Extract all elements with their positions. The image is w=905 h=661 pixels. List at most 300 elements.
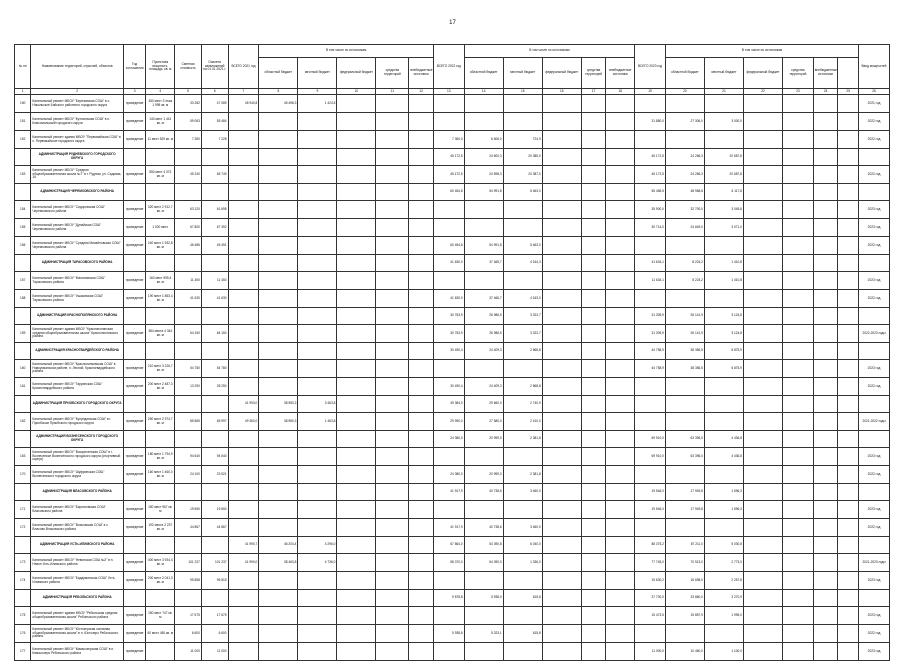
amount-cell: 1 596,3 (704, 501, 743, 519)
amount-cell: 38 463,8 (259, 554, 298, 572)
amount-cell (743, 325, 782, 343)
amount-cell (228, 378, 259, 396)
amount-cell: 20 387,0 (503, 166, 542, 184)
year-cell: проведение (123, 95, 146, 113)
amount-cell (409, 255, 434, 272)
amount-cell (838, 590, 859, 607)
amount-cell (838, 219, 859, 237)
amount-cell: 37 465,7 (464, 255, 503, 272)
amount-cell (409, 343, 434, 360)
amount-cell: 3 124,8 (704, 325, 743, 343)
column-number-cell: 24 (813, 89, 838, 95)
commission-cell: 2022 год (858, 166, 889, 184)
amount-cell (606, 607, 635, 625)
amount-cell (782, 572, 813, 590)
amount-cell: 38 356,5 (665, 360, 704, 378)
commission-cell: 2022 год (858, 625, 889, 643)
capacity-cell: 200 мест 2 041,3 кв. м (146, 572, 175, 590)
amount-cell (376, 219, 409, 237)
amount-cell: 3 323,7 (503, 325, 542, 343)
amount-cell (606, 95, 635, 113)
col-header-src3-local: местный бюджет (704, 58, 743, 89)
row-number-cell (15, 484, 31, 501)
amount-cell (298, 607, 337, 625)
amount-cell (813, 95, 838, 113)
amount-cell (228, 484, 259, 501)
amount-cell (606, 184, 635, 201)
col-header-src3-empty (838, 58, 859, 89)
amount-cell (782, 448, 813, 466)
amount-cell (337, 396, 376, 413)
capacity-cell: 384 места 4 344 кв. м (146, 325, 175, 343)
column-number-cell: 17 (581, 89, 606, 95)
col-header-src2-local: местный бюджет (503, 58, 542, 89)
commission-cell: 2021-2023 годы (858, 554, 889, 572)
amount-cell (665, 131, 704, 149)
amount-cell (581, 537, 606, 554)
row-number-cell (15, 308, 31, 325)
amount-cell (542, 237, 581, 255)
amount-cell: 2 868,8 (503, 378, 542, 396)
amount-cell: 11 634,1 (635, 272, 666, 290)
amount-cell (838, 166, 859, 184)
amount-cell (228, 149, 259, 166)
year-cell (123, 484, 146, 501)
amount-cell (542, 396, 581, 413)
amount-cell (298, 466, 337, 484)
amount-cell (782, 413, 813, 431)
amount-cell (782, 590, 813, 607)
amount-cell (464, 572, 503, 590)
row-number-cell (15, 396, 31, 413)
cost-cell: 85 865 (175, 413, 202, 431)
remaining-cell: 23 521 (201, 466, 228, 484)
amount-cell (503, 113, 542, 131)
cost-cell: 46 486 (175, 237, 202, 255)
amount-cell: 4 436,8 (704, 448, 743, 466)
row-number-cell: 162 (15, 413, 31, 431)
table-row (15, 466, 890, 484)
amount-cell: 24 409,3 (464, 343, 503, 360)
object-name-cell: Капитальный ремонт МБОУ "Невонская СОШ №2" в п. Невон Усть-Илимского района (31, 554, 123, 572)
amount-cell (228, 219, 259, 237)
amount-cell (581, 448, 606, 466)
amount-cell (813, 413, 838, 431)
amount-cell (298, 131, 337, 149)
amount-cell (743, 431, 782, 448)
amount-cell (838, 431, 859, 448)
col-header-cost: Сметная стоимость (175, 45, 202, 89)
capacity-cell: 240 мест 1 932,8 кв. м (146, 237, 175, 255)
commission-cell: 2022-2023 годы (858, 325, 889, 343)
amount-cell (259, 466, 298, 484)
amount-cell: 2 773,0 (704, 554, 743, 572)
amount-cell (606, 272, 635, 290)
amount-cell (409, 590, 434, 607)
cost-cell: 24 100 (175, 466, 202, 484)
amount-cell (581, 184, 606, 201)
object-name-cell: Капитальный ремонт МБОУ "Дунайская СОШ" Черемховского района (31, 219, 123, 237)
amount-cell: 4 163,0 (503, 290, 542, 308)
table-row (15, 448, 890, 466)
row-number-cell (15, 537, 31, 554)
year-cell (123, 149, 146, 166)
amount-cell: 615,8 (503, 590, 542, 607)
amount-cell (743, 149, 782, 166)
amount-cell (838, 501, 859, 519)
year-cell: проведение (123, 572, 146, 590)
amount-cell: 46 204,4 (259, 537, 298, 554)
column-number-cell: 15 (503, 89, 542, 95)
amount-cell (782, 290, 813, 308)
row-number-cell (15, 255, 31, 272)
amount-cell (813, 431, 838, 448)
amount-cell (743, 607, 782, 625)
amount-cell (813, 360, 838, 378)
amount-cell: 1 463,8 (298, 413, 337, 431)
amount-cell (228, 272, 259, 290)
amount-cell (581, 308, 606, 325)
amount-cell (228, 590, 259, 607)
object-name-cell: Капитальный ремонт МБОУ "Кулундинская СОШ" в г. Приобском Приобского городского округа (31, 413, 123, 431)
amount-cell (298, 343, 337, 360)
amount-cell (813, 484, 838, 501)
table-row (15, 554, 890, 572)
column-number-cell: 16 (542, 89, 581, 95)
amount-cell: 20 999,0 (464, 431, 503, 448)
cost-cell: 95 858 (175, 572, 202, 590)
amount-cell (813, 572, 838, 590)
amount-cell (376, 590, 409, 607)
amount-cell (542, 378, 581, 396)
investment-table (14, 44, 890, 661)
amount-cell (838, 113, 859, 131)
amount-cell (838, 149, 859, 166)
amount-cell: 6 606,0 (464, 131, 503, 149)
amount-cell (704, 413, 743, 431)
amount-cell (743, 572, 782, 590)
amount-cell: 3 460,0 (503, 484, 542, 501)
cost-cell (175, 149, 202, 166)
amount-cell (409, 378, 434, 396)
col-header-src2-regional: областной бюджет (464, 58, 503, 89)
column-number-cell: 26 (858, 89, 889, 95)
amount-cell (581, 343, 606, 360)
amount-cell (782, 519, 813, 537)
amount-cell (337, 201, 376, 219)
amount-cell (298, 290, 337, 308)
column-number-cell: 12 (409, 89, 434, 95)
amount-cell: 45 498,3 (259, 95, 298, 113)
amount-cell (433, 219, 464, 237)
amount-cell (782, 643, 813, 661)
amount-cell (813, 255, 838, 272)
section-title-cell: АДМИНИСТРАЦИЯ ПРИОБСКОГО ГОРОДСКОГО ОКРУГА (31, 396, 123, 413)
amount-cell: 69 910,0 (635, 431, 666, 448)
amount-cell: 70 513,0 (665, 554, 704, 572)
amount-cell: 45 172,5 (635, 166, 666, 184)
amount-cell (337, 184, 376, 201)
amount-cell (376, 484, 409, 501)
amount-cell (813, 325, 838, 343)
amount-cell (606, 572, 635, 590)
amount-cell: 20 687,8 (704, 166, 743, 184)
amount-cell (542, 131, 581, 149)
amount-cell (838, 95, 859, 113)
amount-cell (259, 607, 298, 625)
remaining-cell: 54 780 (201, 360, 228, 378)
amount-cell: 31 880,0 (635, 113, 666, 131)
cost-cell: 67 800 (175, 219, 202, 237)
amount-cell: 2 381,8 (503, 431, 542, 448)
amount-cell (838, 343, 859, 360)
amount-cell (376, 255, 409, 272)
amount-cell (259, 131, 298, 149)
amount-cell: 1 336,0 (503, 554, 542, 572)
col-group-sources-2023: В том числе по источникам (665, 45, 858, 58)
amount-cell (503, 607, 542, 625)
amount-cell (581, 413, 606, 431)
amount-cell (635, 413, 666, 431)
amount-cell (298, 149, 337, 166)
amount-cell (409, 149, 434, 166)
row-number-cell: 172 (15, 519, 31, 537)
year-cell: проведение (123, 325, 146, 343)
amount-cell (606, 131, 635, 149)
table-row (15, 95, 890, 113)
amount-cell (665, 95, 704, 113)
cost-cell (175, 590, 202, 607)
amount-cell: 6 117,8 (704, 184, 743, 201)
amount-cell (782, 343, 813, 360)
capacity-cell (146, 396, 175, 413)
amount-cell (635, 131, 666, 149)
amount-cell (259, 501, 298, 519)
amount-cell (813, 131, 838, 149)
admin-section-row (15, 149, 890, 166)
cost-cell (175, 396, 202, 413)
amount-cell (464, 95, 503, 113)
row-number-cell: 175 (15, 607, 31, 625)
amount-cell (337, 413, 376, 431)
amount-cell (376, 643, 409, 661)
amount-cell: 3 323,7 (503, 308, 542, 325)
amount-cell (782, 219, 813, 237)
amount-cell (409, 166, 434, 184)
amount-cell: 10 460,0 (665, 643, 704, 661)
cost-cell: 33 282 (175, 95, 202, 113)
amount-cell (606, 448, 635, 466)
amount-cell (635, 237, 666, 255)
amount-cell: 8 224,2 (665, 272, 704, 290)
amount-cell (298, 325, 337, 343)
amount-cell: 2 257,8 (704, 572, 743, 590)
amount-cell (228, 255, 259, 272)
year-cell: проведение (123, 219, 146, 237)
capacity-cell (146, 537, 175, 554)
amount-cell: 30 490,4 (433, 343, 464, 360)
amount-cell (813, 237, 838, 255)
amount-cell: 5 938,0 (464, 590, 503, 607)
remaining-cell (201, 396, 228, 413)
amount-cell (813, 607, 838, 625)
capacity-cell: 450 мест 3 этаж 1 998 кв. м (146, 95, 175, 113)
amount-cell: 41 990,7 (228, 537, 259, 554)
amount-cell (542, 501, 581, 519)
amount-cell (704, 378, 743, 396)
year-cell (123, 431, 146, 448)
amount-cell (298, 219, 337, 237)
commission-cell: 2023 год (858, 219, 889, 237)
commission-cell (858, 184, 889, 201)
column-number-cell: 5 (175, 89, 202, 95)
amount-cell: 3 124,8 (704, 308, 743, 325)
year-cell: проведение (123, 466, 146, 484)
year-cell (123, 255, 146, 272)
amount-cell (581, 95, 606, 113)
amount-cell (228, 237, 259, 255)
amount-cell (838, 378, 859, 396)
amount-cell (376, 237, 409, 255)
amount-cell (813, 519, 838, 537)
amount-cell (743, 184, 782, 201)
section-title-cell: АДМИНИСТРАЦИЯ ВОЗНЕСЕНСКОГО ГОРОДСКОГО ОКРУГА (31, 431, 123, 448)
amount-cell (813, 201, 838, 219)
column-number-cell: 1 (15, 89, 31, 95)
amount-cell (813, 113, 838, 131)
amount-cell (337, 290, 376, 308)
amount-cell (581, 501, 606, 519)
amount-cell (433, 607, 464, 625)
amount-cell (376, 537, 409, 554)
col-header-src1-regional: областной бюджет (259, 58, 298, 89)
amount-cell (782, 537, 813, 554)
amount-cell (581, 290, 606, 308)
amount-cell: 41 917,9 (433, 519, 464, 537)
cost-cell (175, 431, 202, 448)
amount-cell (228, 448, 259, 466)
amount-cell (606, 378, 635, 396)
amount-cell (376, 149, 409, 166)
amount-cell (743, 413, 782, 431)
year-cell: проведение (123, 448, 146, 466)
section-title-cell: АДМИНИСТРАЦИЯ УСТЬ-ИЛИМСКОГО РАЙОНА (31, 537, 123, 554)
amount-cell (542, 219, 581, 237)
amount-cell (838, 360, 859, 378)
amount-cell (743, 113, 782, 131)
column-number-cell: 13 (433, 89, 464, 95)
col-group-sources-2022: В том числе по источникам (464, 45, 634, 58)
amount-cell (376, 431, 409, 448)
amount-cell: 37 700,0 (635, 590, 666, 607)
amount-cell (433, 95, 464, 113)
amount-cell (259, 290, 298, 308)
row-number-cell: 158 (15, 290, 31, 308)
amount-cell (813, 184, 838, 201)
amount-cell (228, 466, 259, 484)
remaining-cell: 101 237 (201, 554, 228, 572)
amount-cell (464, 219, 503, 237)
amount-cell: 11 000,0 (635, 643, 666, 661)
amount-cell (581, 360, 606, 378)
amount-cell: 24 380,0 (433, 431, 464, 448)
capacity-cell: 160 мест 1 460,0 кв. м (146, 466, 175, 484)
amount-cell (581, 519, 606, 537)
row-number-cell: 160 (15, 360, 31, 378)
commission-cell: 2023 год (858, 501, 889, 519)
object-name-cell: Капитальный ремонт МБОУ "Сидоровская СОШ" Черемховского района (31, 201, 123, 219)
amount-cell: 41 630,0 (433, 255, 464, 272)
remaining-cell: 28 250 (201, 378, 228, 396)
amount-cell (743, 166, 782, 184)
amount-cell (228, 325, 259, 343)
amount-cell (606, 537, 635, 554)
table-row (15, 166, 890, 184)
amount-cell (581, 484, 606, 501)
year-cell: проведение (123, 378, 146, 396)
cost-cell: 41 630 (175, 290, 202, 308)
amount-cell (743, 272, 782, 290)
table-header-row-1 (15, 45, 890, 58)
amount-cell: 5 030,8 (704, 537, 743, 554)
amount-cell (542, 484, 581, 501)
amount-cell (813, 308, 838, 325)
amount-cell (743, 95, 782, 113)
amount-cell: 38 356,5 (665, 343, 704, 360)
row-number-cell: 176 (15, 625, 31, 643)
admin-section-row (15, 537, 890, 554)
cost-cell: 17 675 (175, 607, 202, 625)
commission-cell: 2022 год (858, 466, 889, 484)
amount-cell (813, 149, 838, 166)
amount-cell (542, 448, 581, 466)
amount-cell (743, 219, 782, 237)
column-number-cell: 6 (201, 89, 228, 95)
remaining-cell: 19 650 (201, 501, 228, 519)
object-name-cell: Капитальный ремонт здания МБОУ "Краснополянская средняя общеобразовательная школа" Краснополянского района (31, 325, 123, 343)
amount-cell (606, 590, 635, 607)
amount-cell: 29 660,0 (464, 396, 503, 413)
amount-cell (606, 290, 635, 308)
row-number-cell: 153 (15, 166, 31, 184)
amount-cell: 29 990,0 (433, 413, 464, 431)
amount-cell (542, 325, 581, 343)
amount-cell (813, 219, 838, 237)
amount-cell (409, 325, 434, 343)
row-number-cell: 157 (15, 272, 31, 290)
amount-cell: 8 224,2 (665, 255, 704, 272)
amount-cell (409, 466, 434, 484)
admin-section-row (15, 255, 890, 272)
remaining-cell: 95 515 (201, 572, 228, 590)
page-number: 17 (449, 20, 456, 26)
amount-cell (542, 184, 581, 201)
amount-cell (259, 149, 298, 166)
amount-cell: 35 900,0 (635, 201, 666, 219)
amount-cell: 5 463,0 (503, 237, 542, 255)
amount-cell (838, 484, 859, 501)
capacity-cell: 550 мест 4 373 кв. м (146, 166, 175, 184)
remaining-cell (201, 537, 228, 554)
investment-table-container (14, 44, 890, 661)
section-title-cell: АДМИНИСТРАЦИЯ ТАРАСОВСКОГО РАЙОНА (31, 255, 123, 272)
table-body (15, 89, 890, 661)
year-cell: проведение (123, 643, 146, 661)
amount-cell (838, 184, 859, 201)
col-header-total-2022: ВСЕГО 2022 год (433, 45, 464, 89)
amount-cell (376, 325, 409, 343)
amount-cell (409, 501, 434, 519)
